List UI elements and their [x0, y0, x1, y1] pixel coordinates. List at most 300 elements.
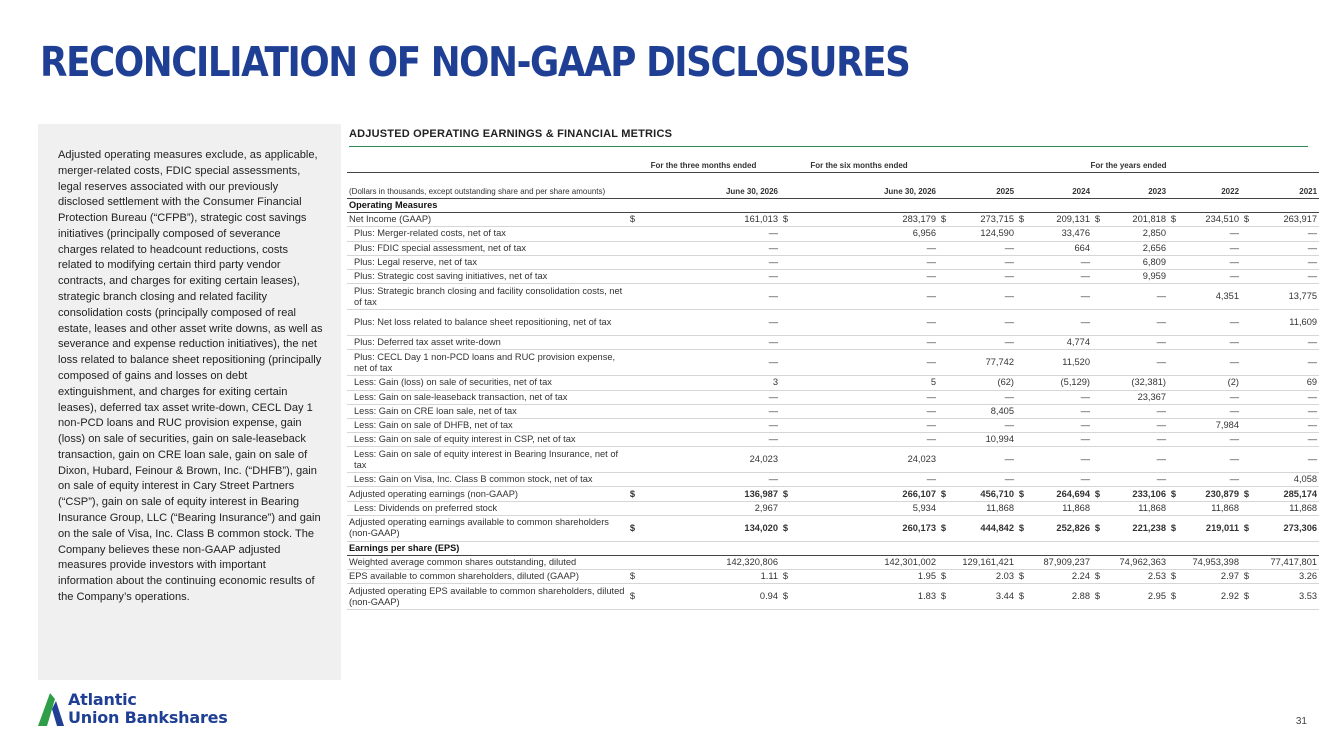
currency-symbol	[1092, 418, 1104, 432]
currency-symbol: $	[627, 584, 639, 610]
currency-symbol	[780, 447, 792, 473]
currency-symbol	[938, 473, 950, 487]
currency-symbol	[1241, 376, 1253, 390]
table-row	[347, 570, 1319, 584]
cell-value: —	[1028, 404, 1092, 418]
currency-symbol	[1168, 336, 1180, 350]
currency-symbol	[780, 376, 792, 390]
cell-value: 87,909,237	[1028, 556, 1092, 570]
page-title: RECONCILIATION OF NON-GAAP DISCLOSURES	[40, 38, 910, 86]
currency-symbol	[1092, 255, 1104, 269]
currency-symbol	[780, 390, 792, 404]
cell-value: —	[1253, 336, 1319, 350]
section-operating-measures	[347, 199, 1319, 213]
heading-divider	[349, 146, 1308, 147]
currency-symbol: $	[780, 213, 792, 227]
cell-value: 456,710	[950, 487, 1016, 501]
cell-value: 7,984	[1180, 418, 1241, 432]
logo-text-line2: Union Bankshares	[68, 708, 228, 727]
currency-symbol: $	[1092, 515, 1104, 541]
cell-value: —	[950, 269, 1016, 283]
cell-value: —	[792, 350, 938, 376]
cell-value: —	[1028, 269, 1092, 283]
table-row	[347, 255, 1319, 269]
cell-value: 11,868	[950, 501, 1016, 515]
cell-value: —	[639, 255, 780, 269]
row-label: Adjusted operating EPS available to common shareholders, diluted (non-GAAP)	[347, 584, 627, 610]
currency-symbol	[938, 418, 950, 432]
currency-symbol	[780, 350, 792, 376]
table-row	[347, 447, 1319, 473]
currency-symbol	[1168, 473, 1180, 487]
currency-symbol	[1168, 390, 1180, 404]
table-row	[347, 376, 1319, 390]
page-number: 31	[1295, 716, 1307, 727]
currency-symbol	[1092, 501, 1104, 515]
period-years: For the years ended	[938, 158, 1319, 173]
currency-symbol: $	[627, 213, 639, 227]
sidebar-text: Adjusted operating measures exclude, as applicable, merger-related costs, FDIC special assessments, legal reserves associated with our previously disclosed settlement with the Consumer Financial Protection Bureau (“CFPB”), strategic cost savings initiatives (principally composed of severance charges related to headcount reductions, costs related to modifying certain third party vendor contracts, and charges for exiting certain leases), strategic branch closing and related facility consolidation costs (principally composed of real estate, leases and other asset write downs, as well as severance and expense reduction initiatives), the net loss related to balance sheet repositioning (principally composed of gains and losses on debt extinguishment, and charges for exiting certain leases), deferred tax asset write-down, CECL Day 1 non-PCD loans and RUC provision expense, gain (loss) on sale of securities, gain on sale-leaseback transaction, gain on CRE loan sale, gain on sale of Dixon, Hubard, Feinour & Brown, Inc. (“DHFB”), gain on sale of equity interest in Cary Street Partners (“CSP”), gain on sale of equity interest in Bearing Insurance Group, LLC (“Bearing Insurance”) and gain on the sale of Visa, Inc. Class B common stock. The Company believes these non-GAAP adjusted measures provide investors with important information about the continuing economic results of the Company’s operations.	[58, 149, 323, 603]
table-row	[347, 404, 1319, 418]
table-row	[347, 487, 1319, 501]
cell-value: —	[639, 390, 780, 404]
currency-symbol	[1241, 501, 1253, 515]
cell-value: 219,011	[1180, 515, 1241, 541]
currency-symbol: $	[1241, 487, 1253, 501]
currency-symbol	[938, 269, 950, 283]
cell-value: 2.53	[1104, 570, 1168, 584]
cell-value: 24,023	[792, 447, 938, 473]
currency-symbol: $	[1092, 584, 1104, 610]
cell-value: 2.95	[1104, 584, 1168, 610]
table-row	[347, 418, 1319, 432]
financial-table	[347, 158, 1319, 610]
cell-value: 2,656	[1104, 241, 1168, 255]
cell-value: 5,934	[792, 501, 938, 515]
cell-value: 4,058	[1253, 473, 1319, 487]
currency-symbol	[1092, 241, 1104, 255]
cell-value: 3.53	[1253, 584, 1319, 610]
cell-value: (62)	[950, 376, 1016, 390]
currency-symbol	[1016, 350, 1028, 376]
row-label: Plus: FDIC special assessment, net of tax	[347, 241, 627, 255]
column-header: 2021	[1253, 173, 1319, 199]
currency-symbol: $	[1016, 570, 1028, 584]
cell-value: —	[639, 473, 780, 487]
currency-symbol	[1168, 404, 1180, 418]
table-row	[347, 501, 1319, 515]
cell-value: 264,694	[1028, 487, 1092, 501]
currency-symbol	[780, 501, 792, 515]
currency-symbol	[780, 284, 792, 310]
currency-symbol	[1168, 376, 1180, 390]
currency-symbol	[1168, 433, 1180, 447]
currency-symbol	[1016, 501, 1028, 515]
currency-symbol	[1016, 376, 1028, 390]
cell-value: —	[950, 390, 1016, 404]
currency-symbol: $	[780, 515, 792, 541]
table-row	[347, 213, 1319, 227]
currency-symbol	[627, 227, 639, 241]
currency-symbol: $	[1168, 515, 1180, 541]
currency-symbol	[780, 473, 792, 487]
cell-value: —	[950, 255, 1016, 269]
cell-value: 252,826	[1028, 515, 1092, 541]
cell-value: 142,320,806	[639, 556, 780, 570]
currency-symbol	[627, 390, 639, 404]
cell-value: 4,351	[1180, 284, 1241, 310]
currency-symbol: $	[1168, 570, 1180, 584]
currency-symbol	[627, 501, 639, 515]
currency-symbol	[780, 310, 792, 336]
cell-value: 24,023	[639, 447, 780, 473]
currency-symbol	[1241, 418, 1253, 432]
cell-value: —	[1253, 404, 1319, 418]
row-label: EPS available to common shareholders, diluted (GAAP)	[347, 570, 627, 584]
currency-symbol: $	[938, 515, 950, 541]
column-header: 2023	[1104, 173, 1168, 199]
cell-value: 6,809	[1104, 255, 1168, 269]
table-row	[347, 515, 1319, 541]
currency-symbol: $	[780, 487, 792, 501]
column-header: 2025	[950, 173, 1016, 199]
currency-symbol	[1241, 269, 1253, 283]
currency-symbol	[1241, 390, 1253, 404]
cell-value: 2.97	[1180, 570, 1241, 584]
currency-symbol	[1092, 310, 1104, 336]
column-header: 2022	[1180, 173, 1241, 199]
currency-symbol	[627, 241, 639, 255]
table-row	[347, 241, 1319, 255]
cell-value: —	[1028, 433, 1092, 447]
currency-symbol: $	[1092, 213, 1104, 227]
cell-value: —	[792, 433, 938, 447]
cell-value: 2,967	[639, 501, 780, 515]
cell-value: 11,520	[1028, 350, 1092, 376]
cell-value: —	[1028, 473, 1092, 487]
currency-symbol	[1092, 336, 1104, 350]
currency-symbol	[1016, 433, 1028, 447]
currency-symbol: $	[938, 584, 950, 610]
currency-symbol	[780, 404, 792, 418]
cell-value: —	[1253, 350, 1319, 376]
currency-symbol	[627, 350, 639, 376]
cell-value: 23,367	[1104, 390, 1168, 404]
currency-symbol	[1092, 390, 1104, 404]
currency-symbol	[627, 310, 639, 336]
currency-symbol	[938, 241, 950, 255]
currency-symbol	[1168, 227, 1180, 241]
column-header: June 30, 2026	[792, 173, 938, 199]
cell-value: —	[1104, 433, 1168, 447]
cell-value: 0.94	[639, 584, 780, 610]
row-label: Net Income (GAAP)	[347, 213, 627, 227]
currency-symbol	[1168, 556, 1180, 570]
row-label: Plus: Merger-related costs, net of tax	[347, 227, 627, 241]
currency-symbol	[780, 241, 792, 255]
currency-symbol	[627, 418, 639, 432]
row-label: Plus: CECL Day 1 non-PCD loans and RUC provision expense, net of tax	[347, 350, 627, 376]
cell-value: 161,013	[639, 213, 780, 227]
column-header: 2024	[1028, 173, 1092, 199]
cell-value: —	[1028, 284, 1092, 310]
cell-value: 266,107	[792, 487, 938, 501]
currency-symbol	[1168, 447, 1180, 473]
row-label: Less: Gain on sale-leaseback transaction, net of tax	[347, 390, 627, 404]
currency-symbol	[1016, 447, 1028, 473]
cell-value: —	[950, 447, 1016, 473]
currency-symbol	[1016, 556, 1028, 570]
currency-symbol	[1092, 284, 1104, 310]
currency-symbol	[1092, 447, 1104, 473]
section-eps	[347, 541, 1319, 555]
currency-symbol	[1168, 310, 1180, 336]
currency-symbol	[1016, 310, 1028, 336]
cell-value: 11,868	[1028, 501, 1092, 515]
currency-symbol	[1241, 433, 1253, 447]
cell-value: 77,417,801	[1253, 556, 1319, 570]
cell-value: 664	[1028, 241, 1092, 255]
currency-symbol	[1241, 350, 1253, 376]
cell-value: (2)	[1180, 376, 1241, 390]
currency-symbol	[938, 447, 950, 473]
cell-value: —	[1104, 447, 1168, 473]
row-label: Plus: Net loss related to balance sheet repositioning, net of tax	[347, 310, 627, 336]
cell-value: —	[639, 269, 780, 283]
currency-symbol	[938, 556, 950, 570]
cell-value: —	[1253, 227, 1319, 241]
currency-symbol	[1241, 255, 1253, 269]
cell-value: 6,956	[792, 227, 938, 241]
cell-value: 8,405	[950, 404, 1016, 418]
cell-value: 444,842	[950, 515, 1016, 541]
currency-symbol: $	[1016, 213, 1028, 227]
cell-value: 2.92	[1180, 584, 1241, 610]
currency-symbol	[1016, 284, 1028, 310]
cell-value: 201,818	[1104, 213, 1168, 227]
currency-symbol	[1241, 473, 1253, 487]
cell-value: 129,161,421	[950, 556, 1016, 570]
currency-symbol	[1016, 336, 1028, 350]
currency-symbol	[627, 447, 639, 473]
cell-value: —	[1253, 390, 1319, 404]
cell-value: —	[1028, 255, 1092, 269]
currency-symbol	[1241, 447, 1253, 473]
cell-value: —	[792, 255, 938, 269]
currency-symbol	[1092, 556, 1104, 570]
row-label: Plus: Deferred tax asset write-down	[347, 336, 627, 350]
table-row	[347, 390, 1319, 404]
currency-symbol: $	[1241, 515, 1253, 541]
cell-value: 2.03	[950, 570, 1016, 584]
table-row	[347, 473, 1319, 487]
cell-value: —	[1253, 241, 1319, 255]
cell-value: 273,715	[950, 213, 1016, 227]
currency-symbol	[1092, 269, 1104, 283]
cell-value: 74,962,363	[1104, 556, 1168, 570]
currency-symbol	[1016, 390, 1028, 404]
logo-mark-icon	[38, 693, 64, 727]
table-row	[347, 433, 1319, 447]
currency-symbol	[1168, 255, 1180, 269]
currency-symbol	[1092, 227, 1104, 241]
currency-symbol	[938, 433, 950, 447]
cell-value: 5	[792, 376, 938, 390]
cell-value: 283,179	[792, 213, 938, 227]
currency-symbol: $	[1016, 584, 1028, 610]
cell-value: 273,306	[1253, 515, 1319, 541]
cell-value: —	[1253, 269, 1319, 283]
currency-symbol: $	[1168, 584, 1180, 610]
currency-symbol	[938, 227, 950, 241]
cell-value: —	[792, 336, 938, 350]
table-row	[347, 284, 1319, 310]
currency-symbol	[780, 227, 792, 241]
cell-value: —	[1180, 433, 1241, 447]
currency-symbol: $	[938, 570, 950, 584]
cell-value: —	[1180, 269, 1241, 283]
currency-symbol	[1168, 501, 1180, 515]
currency-symbol	[627, 255, 639, 269]
cell-value: 2.88	[1028, 584, 1092, 610]
sidebar-note	[38, 124, 341, 680]
cell-value: —	[792, 269, 938, 283]
currency-symbol	[938, 284, 950, 310]
cell-value: —	[950, 310, 1016, 336]
currency-symbol	[780, 556, 792, 570]
cell-value: —	[1104, 310, 1168, 336]
cell-value: —	[1028, 447, 1092, 473]
cell-value: 1.95	[792, 570, 938, 584]
currency-symbol	[1092, 404, 1104, 418]
cell-value: —	[950, 418, 1016, 432]
currency-symbol: $	[1168, 213, 1180, 227]
table-row	[347, 350, 1319, 376]
currency-symbol	[938, 336, 950, 350]
currency-symbol	[1168, 350, 1180, 376]
row-label: Less: Dividends on preferred stock	[347, 501, 627, 515]
cell-value: —	[1180, 241, 1241, 255]
currency-symbol: $	[938, 213, 950, 227]
currency-symbol	[627, 284, 639, 310]
cell-value: 260,173	[792, 515, 938, 541]
currency-symbol	[1016, 418, 1028, 432]
currency-symbol	[627, 473, 639, 487]
cell-value: —	[639, 310, 780, 336]
cell-value: —	[1180, 447, 1241, 473]
currency-symbol	[627, 336, 639, 350]
cell-value: —	[792, 241, 938, 255]
row-label: Less: Gain on sale of equity interest in Bearing Insurance, net of tax	[347, 447, 627, 473]
currency-symbol	[1168, 418, 1180, 432]
units-note: (Dollars in thousands, except outstanding share and per share amounts)	[347, 173, 627, 199]
currency-symbol: $	[1016, 487, 1028, 501]
cell-value: —	[1180, 255, 1241, 269]
currency-symbol: $	[938, 487, 950, 501]
currency-symbol	[1168, 269, 1180, 283]
currency-symbol	[938, 501, 950, 515]
currency-symbol: $	[1241, 213, 1253, 227]
cell-value: —	[1180, 390, 1241, 404]
cell-value: 11,868	[1180, 501, 1241, 515]
currency-symbol	[938, 404, 950, 418]
currency-symbol	[780, 255, 792, 269]
cell-value: 209,131	[1028, 213, 1092, 227]
currency-symbol	[780, 433, 792, 447]
period-header-row	[347, 158, 1319, 173]
row-label: Adjusted operating earnings available to common shareholders (non-GAAP)	[347, 515, 627, 541]
cell-value: 77,742	[950, 350, 1016, 376]
currency-symbol: $	[780, 570, 792, 584]
section-label: Earnings per share (EPS)	[347, 541, 1319, 555]
currency-symbol	[938, 350, 950, 376]
row-label: Less: Gain on Visa, Inc. Class B common stock, net of tax	[347, 473, 627, 487]
currency-symbol	[1241, 227, 1253, 241]
cell-value: —	[1180, 310, 1241, 336]
cell-value: 3.26	[1253, 570, 1319, 584]
cell-value: —	[1104, 404, 1168, 418]
cell-value: 74,953,398	[1180, 556, 1241, 570]
cell-value: —	[639, 241, 780, 255]
cell-value: 234,510	[1180, 213, 1241, 227]
cell-value: 263,917	[1253, 213, 1319, 227]
currency-symbol: $	[1092, 487, 1104, 501]
currency-symbol	[780, 418, 792, 432]
cell-value: —	[1253, 433, 1319, 447]
currency-symbol	[1016, 255, 1028, 269]
currency-symbol	[1092, 433, 1104, 447]
cell-value: —	[1180, 227, 1241, 241]
currency-symbol	[1241, 336, 1253, 350]
row-label: Adjusted operating earnings (non-GAAP)	[347, 487, 627, 501]
currency-symbol: $	[627, 487, 639, 501]
currency-symbol: $	[1241, 584, 1253, 610]
cell-value: 230,879	[1180, 487, 1241, 501]
period-six-months: For the six months ended	[780, 158, 938, 173]
currency-symbol: $	[1016, 515, 1028, 541]
currency-symbol	[1092, 473, 1104, 487]
row-label: Plus: Strategic cost saving initiatives, net of tax	[347, 269, 627, 283]
currency-symbol	[1168, 241, 1180, 255]
currency-symbol	[1016, 404, 1028, 418]
cell-value: 13,775	[1253, 284, 1319, 310]
row-label: Less: Gain on sale of equity interest in CSP, net of tax	[347, 433, 627, 447]
currency-symbol	[1016, 269, 1028, 283]
table-heading: ADJUSTED OPERATING EARNINGS & FINANCIAL METRICS	[349, 128, 673, 140]
currency-symbol: $	[627, 515, 639, 541]
currency-symbol	[1241, 556, 1253, 570]
row-label: Weighted average common shares outstanding, diluted	[347, 556, 627, 570]
cell-value: 69	[1253, 376, 1319, 390]
currency-symbol	[1168, 284, 1180, 310]
currency-symbol	[780, 336, 792, 350]
row-label: Less: Gain (loss) on sale of securities, net of tax	[347, 376, 627, 390]
cell-value: —	[1104, 473, 1168, 487]
currency-symbol	[938, 310, 950, 336]
cell-value: —	[792, 418, 938, 432]
currency-symbol	[627, 433, 639, 447]
cell-value: 33,476	[1028, 227, 1092, 241]
table-row	[347, 336, 1319, 350]
currency-symbol	[1016, 227, 1028, 241]
row-label: Plus: Strategic branch closing and facility consolidation costs, net of tax	[347, 284, 627, 310]
cell-value: —	[950, 284, 1016, 310]
currency-symbol	[1092, 350, 1104, 376]
cell-value: —	[1253, 255, 1319, 269]
currency-symbol	[1241, 241, 1253, 255]
cell-value: 10,994	[950, 433, 1016, 447]
currency-symbol	[938, 255, 950, 269]
